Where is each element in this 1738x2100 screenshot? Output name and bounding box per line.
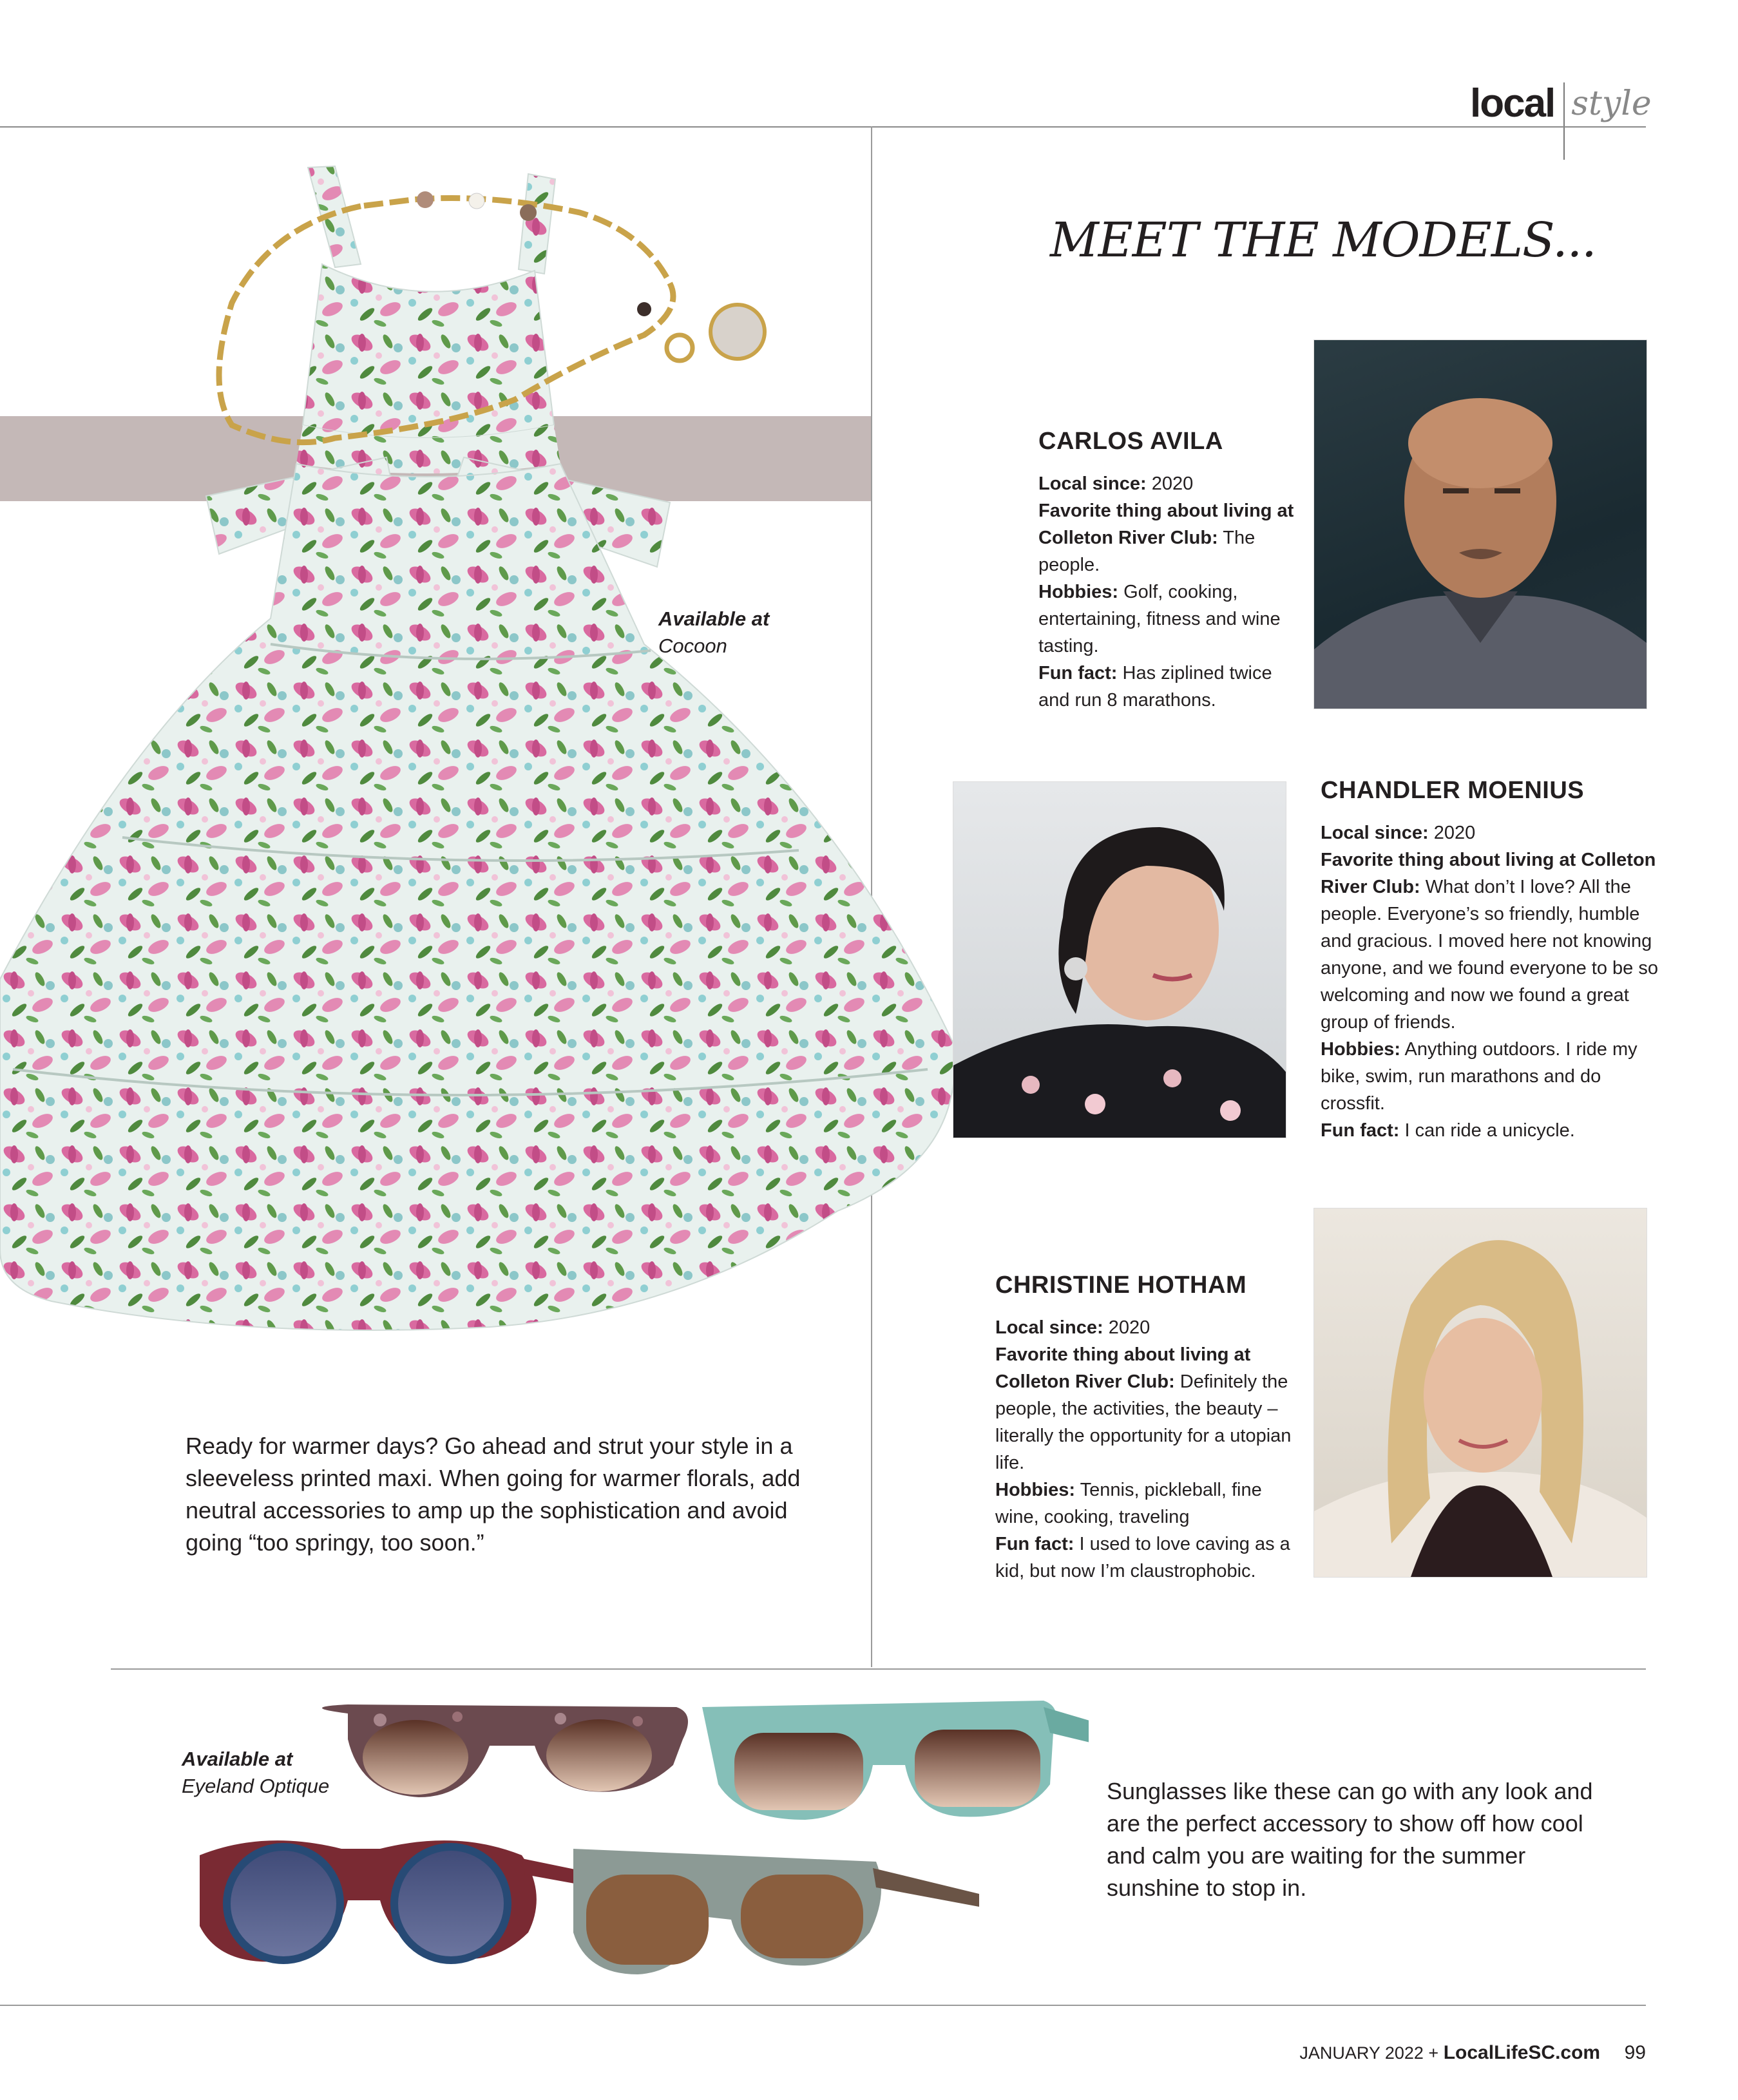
model-name: CHRISTINE HOTHAM — [995, 1272, 1247, 1299]
sunglasses-teal — [702, 1701, 1089, 1820]
middle-rule — [111, 1668, 1646, 1670]
page-footer — [1299, 2042, 1646, 2064]
model-fun-fact: Fun fact: I can ride a unicycle. — [1321, 1120, 1575, 1141]
sunglasses-blue-red — [200, 1840, 631, 1962]
model-fun-fact: Fun fact: Has ziplined twice and run 8 marathons. — [1038, 663, 1272, 711]
page-title: MEET THE MODELS... — [1050, 213, 1596, 268]
model-hobbies: Hobbies: Anything outdoors. I ride my bike, swim, run marathons and do crossfit. — [1321, 1039, 1638, 1114]
christine-hotham-profile — [995, 1270, 1292, 1585]
dress-caption — [658, 606, 769, 660]
portrait-woman-icon — [1314, 1208, 1647, 1577]
floral-maxi-dress-image — [0, 155, 992, 1359]
sunglasses-grey-green — [573, 1849, 979, 1974]
dress-caption-label: Available at — [658, 607, 770, 630]
carlos-avila-photo — [1314, 340, 1647, 709]
chandler-moenius-photo — [953, 782, 1286, 1138]
glasses-caption-store: Eyeland Optique — [182, 1775, 330, 1797]
chandler-moenius-profile — [1321, 776, 1662, 1144]
brand-local: local — [1470, 81, 1555, 126]
sunglasses-image — [187, 1688, 1089, 1997]
footer-date: JANUARY 2022 + — [1299, 2043, 1439, 2063]
portrait-man-icon — [1314, 340, 1647, 709]
footer-site: LocalLifeSC.com — [1443, 2042, 1601, 2063]
model-name: CHANDLER MOENIUS — [1321, 777, 1585, 804]
brand-divider — [1563, 82, 1565, 160]
model-hobbies: Hobbies: Tennis, pickleball, fine wine, cooking, traveling — [995, 1480, 1262, 1527]
christine-hotham-photo — [1314, 1208, 1647, 1577]
glasses-copy: Sunglasses like these can go with any look and are the perfect accessory to show off how cool and calm you are waiting for the summer sunshine to stop in. — [1107, 1778, 1593, 1901]
model-fun-fact: Fun fact: I used to love caving as a kid, but now I’m claustrophobic. — [995, 1534, 1290, 1581]
model-favorite: Favorite thing about living at Colleton River Club: The people. — [1038, 501, 1294, 575]
model-favorite: Favorite thing about living at Colleton River Club: Definitely the people, the activities, the beauty – literally the opportunity for a utopian life. — [995, 1344, 1292, 1473]
glasses-caption-label: Available at — [182, 1748, 293, 1770]
model-favorite: Favorite thing about living at Colleton River Club: What don’t I love? All the people. Everyone’s so friendly, humble and gracious. I moved here not knowing anyone, and we found everyone to be so welcoming and now we found a great group of friends. — [1321, 850, 1658, 1033]
model-name: CARLOS AVILA — [1038, 428, 1223, 455]
sunglasses-tortoise — [322, 1704, 688, 1797]
top-rule — [0, 126, 1646, 128]
bottom-rule — [0, 2005, 1646, 2006]
model-hobbies: Hobbies: Golf, cooking, entertaining, fitness and wine tasting. — [1038, 582, 1281, 656]
model-local-since: Local since: 2020 — [1038, 473, 1194, 494]
model-local-since: Local since: 2020 — [1321, 823, 1476, 843]
brand-style: style — [1571, 84, 1652, 123]
portrait-woman-icon — [953, 782, 1286, 1138]
model-local-since: Local since: 2020 — [995, 1317, 1151, 1338]
carlos-avila-profile — [1038, 426, 1296, 714]
section-brand — [1470, 82, 1652, 124]
dress-caption-store: Cocoon — [658, 635, 727, 657]
dress-copy: Ready for warmer days? Go ahead and strut your style in a sleeveless printed maxi. When going for warmer florals, add neutral accessories to amp up the sophistication and avoid going “too springy, too soon.” — [186, 1433, 801, 1556]
page-number: 99 — [1624, 2042, 1646, 2063]
